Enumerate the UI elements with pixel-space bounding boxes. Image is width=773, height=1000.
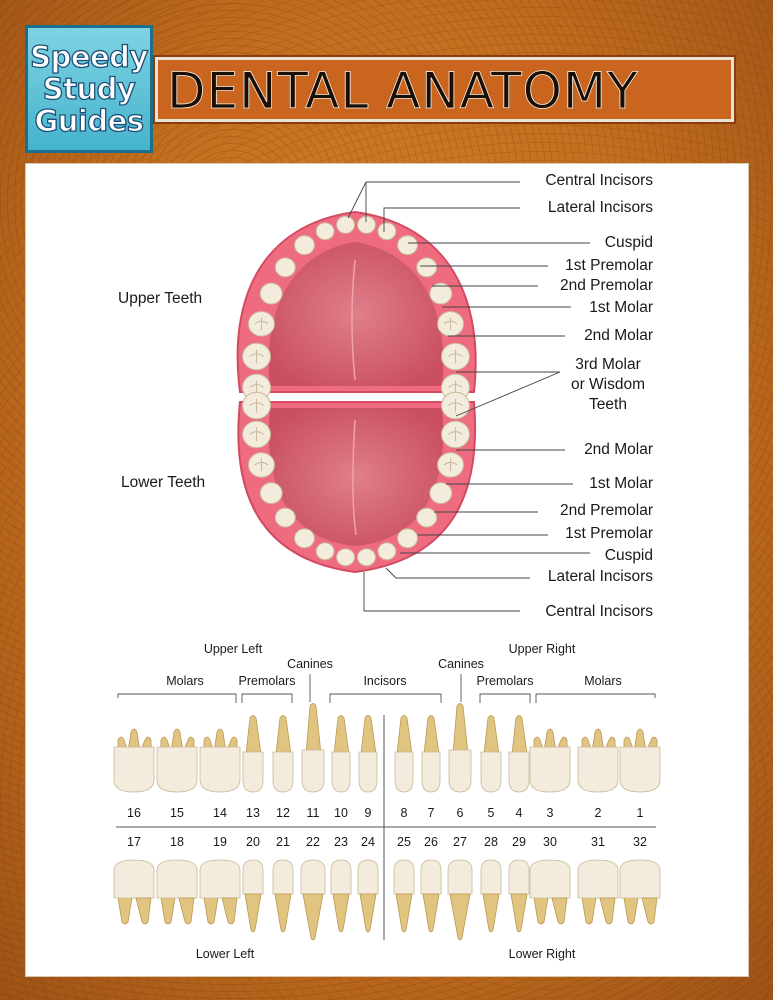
upper-left-label: Upper Left — [203, 642, 263, 656]
left-cuspid-tooth — [294, 529, 314, 548]
lower-left-label: Lower Left — [195, 947, 255, 961]
lower-tooth-20 — [243, 860, 263, 932]
lower-tooth-number: 20 — [246, 835, 260, 849]
right-first-premolar-tooth — [417, 508, 437, 527]
left-second-premolar-tooth — [260, 483, 282, 504]
callout-lower-lateral-incisors: Lateral Incisors — [547, 568, 653, 585]
group-left-premolars: Premolars — [238, 674, 296, 688]
right-second-molar-tooth — [441, 343, 469, 370]
group-left-canines: Canines — [287, 657, 333, 671]
right-cuspid-tooth — [398, 529, 418, 548]
upper-tooth-number: 6 — [456, 806, 464, 820]
group-left-molars: Molars — [166, 674, 204, 688]
left-first-premolar-tooth — [275, 508, 295, 527]
callout-upper-2nd-molar: 2nd Molar — [584, 327, 653, 344]
upper-tooth-13 — [243, 716, 263, 793]
lower-tooth-19 — [200, 860, 240, 924]
lower-tooth-21 — [273, 860, 293, 932]
left-first-molar-tooth — [248, 311, 274, 336]
lower-teeth-label: Lower Teeth — [121, 474, 206, 491]
upper-tooth-10 — [332, 716, 350, 793]
logo-line-2: Study — [42, 72, 136, 106]
callout-upper-central-incisors: Central Incisors — [545, 172, 653, 189]
lower-tooth-number: 17 — [127, 835, 141, 849]
right-second-premolar-tooth — [430, 483, 452, 504]
lower-tooth-29 — [509, 860, 529, 932]
right-first-premolar-tooth — [417, 258, 437, 277]
lower-tooth-number: 24 — [361, 835, 375, 849]
right-first-molar-tooth — [438, 453, 464, 478]
right-third-molar-tooth — [441, 392, 469, 419]
right-central-incisor-tooth — [357, 549, 375, 566]
callout-lower-2nd-molar: 2nd Molar — [584, 441, 653, 458]
upper-tooth-number: 16 — [127, 806, 141, 820]
upper-tooth-7 — [422, 716, 440, 793]
left-central-incisor-tooth — [337, 216, 355, 233]
left-second-molar-tooth — [243, 421, 271, 448]
upper-arch — [238, 212, 476, 401]
lower-tooth-number: 31 — [591, 835, 605, 849]
upper-tooth-12 — [273, 716, 293, 793]
callout-lower-2nd-premolar: 2nd Premolar — [559, 502, 653, 519]
upper-tooth-8 — [395, 716, 413, 793]
group-right-canines: Canines — [438, 657, 484, 671]
lower-tooth-number: 27 — [453, 835, 467, 849]
lower-tooth-32 — [620, 860, 660, 924]
upper-tooth-2 — [578, 729, 618, 792]
lower-tooth-17 — [114, 860, 154, 924]
group-incisors: Incisors — [363, 674, 407, 688]
upper-tooth-number: 13 — [246, 806, 260, 820]
lower-tooth-number: 29 — [512, 835, 526, 849]
left-third-molar-tooth — [243, 392, 271, 419]
upper-tooth-11 — [302, 704, 324, 793]
upper-tooth-number: 2 — [594, 806, 602, 820]
upper-tooth-16 — [114, 729, 154, 792]
right-lateral-incisor-tooth — [378, 223, 396, 240]
callout-wisdom-line-3: Teeth — [589, 396, 627, 413]
logo-line-1: Speedy — [30, 40, 148, 74]
page-title: DENTAL ANATOMY — [167, 62, 639, 120]
tooth-chart — [114, 642, 660, 961]
callout-lower-1st-premolar: 1st Premolar — [565, 525, 653, 542]
callout-lower-1st-molar: 1st Molar — [589, 475, 653, 492]
upper-tooth-number: 14 — [213, 806, 227, 820]
callout-lower-cuspid: Cuspid — [604, 547, 653, 564]
upper-tooth-5 — [481, 716, 501, 793]
lower-tooth-number: 21 — [276, 835, 290, 849]
callout-upper-cuspid: Cuspid — [604, 234, 653, 251]
left-cuspid-tooth — [294, 236, 314, 255]
lower-tooth-number: 30 — [543, 835, 557, 849]
left-first-molar-tooth — [248, 453, 274, 478]
upper-tooth-number: 8 — [400, 806, 408, 820]
lower-arch — [238, 392, 475, 572]
lower-tooth-26 — [421, 860, 441, 932]
upper-chart-teeth — [114, 704, 660, 821]
lower-tooth-24 — [358, 860, 378, 932]
lower-callout-labels — [545, 441, 653, 620]
lower-tooth-number: 19 — [213, 835, 227, 849]
left-second-premolar-tooth — [260, 283, 282, 304]
upper-tooth-number: 15 — [170, 806, 184, 820]
lower-tooth-number: 26 — [424, 835, 438, 849]
left-first-premolar-tooth — [275, 258, 295, 277]
lower-tooth-28 — [481, 860, 501, 932]
upper-tooth-15 — [157, 729, 197, 792]
lower-tooth-number: 32 — [633, 835, 647, 849]
callout-wisdom-line-1: 3rd Molar — [575, 356, 641, 373]
right-cuspid-tooth — [398, 236, 418, 255]
lower-tooth-number: 22 — [306, 835, 320, 849]
upper-tooth-number: 1 — [636, 806, 644, 820]
upper-tooth-1 — [620, 729, 660, 792]
lower-tooth-23 — [331, 860, 351, 932]
upper-tooth-number: 4 — [515, 806, 523, 820]
upper-tooth-number: 3 — [546, 806, 554, 820]
callout-lower-central-incisors: Central Incisors — [545, 603, 653, 620]
lower-tooth-number: 25 — [397, 835, 411, 849]
lower-tooth-number: 28 — [484, 835, 498, 849]
upper-tooth-number: 12 — [276, 806, 290, 820]
left-lateral-incisor-tooth — [316, 543, 334, 560]
logo-line-3: Guides — [34, 104, 144, 138]
lower-right-label: Lower Right — [508, 947, 576, 961]
lower-tooth-30 — [530, 860, 570, 924]
lower-tooth-27 — [448, 860, 472, 940]
callout-upper-1st-premolar: 1st Premolar — [565, 257, 653, 274]
left-lateral-incisor-tooth — [316, 223, 334, 240]
upper-tooth-number: 10 — [334, 806, 348, 820]
upper-tooth-number: 7 — [427, 806, 435, 820]
right-second-molar-tooth — [441, 421, 469, 448]
callout-upper-lateral-incisors: Lateral Incisors — [547, 199, 653, 216]
group-right-molars: Molars — [584, 674, 622, 688]
lower-tooth-18 — [157, 860, 197, 924]
lower-tooth-22 — [301, 860, 325, 940]
lower-tooth-25 — [394, 860, 414, 932]
callout-upper-1st-molar: 1st Molar — [589, 299, 653, 316]
callout-upper-2nd-premolar: 2nd Premolar — [559, 277, 653, 294]
upper-right-label: Upper Right — [508, 642, 576, 656]
upper-tooth-number: 9 — [364, 806, 372, 820]
upper-tooth-14 — [200, 729, 240, 792]
left-second-molar-tooth — [243, 343, 271, 370]
lower-tooth-number: 23 — [334, 835, 348, 849]
lower-tooth-number: 18 — [170, 835, 184, 849]
upper-tooth-4 — [509, 716, 529, 793]
upper-teeth-label: Upper Teeth — [118, 290, 203, 307]
upper-tooth-number: 5 — [487, 806, 495, 820]
left-central-incisor-tooth — [337, 549, 355, 566]
lower-tooth-31 — [578, 860, 618, 924]
lower-chart-teeth — [114, 835, 660, 940]
upper-tooth-9 — [359, 716, 377, 793]
group-right-premolars: Premolars — [476, 674, 534, 688]
upper-callout-labels — [545, 172, 653, 344]
upper-tooth-3 — [530, 729, 570, 792]
upper-tooth-number: 11 — [306, 806, 320, 820]
right-central-incisor-tooth — [357, 216, 375, 233]
right-lateral-incisor-tooth — [378, 543, 396, 560]
upper-tooth-6 — [449, 704, 471, 793]
right-first-molar-tooth — [438, 311, 464, 336]
callout-wisdom-line-2: or Wisdom — [570, 376, 646, 393]
wisdom-teeth-callout — [571, 356, 645, 413]
